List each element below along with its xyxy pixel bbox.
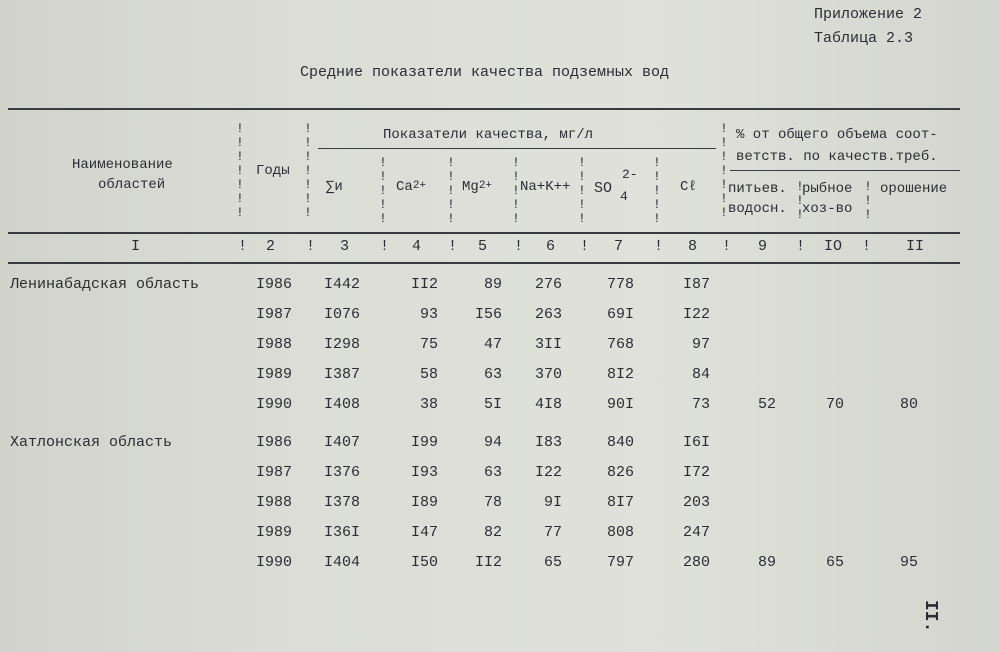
cell-ca: I50 (410, 554, 438, 571)
column-number-separators: ! (514, 238, 524, 255)
header-percent-group-2: ветств. по качеств.треб. (736, 149, 938, 165)
cell-ca: I99 (410, 434, 438, 451)
column-number: 8 (688, 238, 698, 255)
cell-ca: 93 (419, 306, 438, 323)
cell-ca: I47 (410, 524, 438, 541)
cell-so4: 826 (606, 464, 634, 481)
quality-group-rule (318, 148, 716, 149)
cell-ca: 75 (419, 336, 438, 353)
cell-so4: 808 (606, 524, 634, 541)
region-name: Хатлонская область (10, 434, 173, 451)
cell-sum: I36I (323, 524, 360, 541)
cell-nak: 9I (543, 494, 562, 511)
header-percent-group-1: % от общего объема соот- (736, 127, 938, 143)
cell-mg: 78 (483, 494, 502, 511)
column-number-separators: ! (796, 238, 806, 255)
cell-year: I988 (256, 494, 293, 511)
cell-so4: 797 (606, 554, 634, 571)
cell-cl: 84 (691, 366, 710, 383)
cell-year: I988 (256, 336, 293, 353)
column-number-separators: ! (654, 238, 664, 255)
header-bottom-rule (8, 232, 960, 234)
cell-cl: I6I (682, 434, 710, 451)
column-number: 2 (266, 238, 276, 255)
sep-mark: ! ! ! ! ! (447, 155, 455, 226)
cell-year: I990 (256, 554, 293, 571)
cell-sum: I378 (323, 494, 360, 511)
cell-year: I989 (256, 524, 293, 541)
cell-nak: 65 (543, 554, 562, 571)
cell-nak: 4I8 (534, 396, 562, 413)
cell-ca: 58 (419, 366, 438, 383)
column-number: 3 (340, 238, 350, 255)
cell-nak: 3II (534, 336, 562, 353)
cell-drink: 89 (757, 554, 776, 571)
cell-irr: 80 (899, 396, 918, 413)
cell-mg: 89 (483, 276, 502, 293)
cell-fish: 65 (825, 554, 844, 571)
cell-ca: 38 (419, 396, 438, 413)
cell-year: I987 (256, 306, 293, 323)
cell-year: I987 (256, 464, 293, 481)
cell-mg: 82 (483, 524, 502, 541)
cell-ca: I89 (410, 494, 438, 511)
sep-mark: ! ! ! ! ! ! ! (720, 121, 728, 220)
sep-mark: ! ! ! ! ! ! ! (304, 121, 312, 220)
sep-mark: ! ! ! ! ! (512, 155, 520, 226)
cell-ca: II2 (410, 276, 438, 293)
column-number-separators: ! (306, 238, 316, 255)
table-label: Таблица 2.3 (814, 30, 914, 47)
cell-sum: I442 (323, 276, 360, 293)
cell-mg: 63 (483, 366, 502, 383)
cell-nak: 276 (534, 276, 562, 293)
cell-mg: 5I (483, 396, 502, 413)
cell-cl: I87 (682, 276, 710, 293)
cell-so4: 90I (606, 396, 634, 413)
sep-mark: ! ! ! ! ! (578, 155, 586, 226)
cell-so4: 840 (606, 434, 634, 451)
cell-cl: 73 (691, 396, 710, 413)
cell-sum: I407 (323, 434, 360, 451)
column-number-separators: ! (238, 238, 248, 255)
cell-cl: 280 (682, 554, 710, 571)
cell-nak: 77 (543, 524, 562, 541)
cell-cl: I72 (682, 464, 710, 481)
cell-sum: I408 (323, 396, 360, 413)
cell-year: I989 (256, 366, 293, 383)
header-mg-base: Mg (462, 179, 479, 195)
cell-sum: I404 (323, 554, 360, 571)
cell-nak: I22 (534, 464, 562, 481)
page-number: II. (920, 600, 940, 633)
cell-so4: 69I (606, 306, 634, 323)
header-sum: ∑и (326, 179, 343, 195)
header-cl: Cℓ (680, 179, 697, 195)
cell-mg: I56 (474, 306, 502, 323)
cell-nak: 263 (534, 306, 562, 323)
cell-drink: 52 (757, 396, 776, 413)
cell-sum: I298 (323, 336, 360, 353)
header-region-line2: областей (98, 177, 166, 193)
header-irrigation: орошение (880, 181, 948, 197)
header-nak: Na+K++ (520, 179, 571, 195)
cell-so4: 768 (606, 336, 634, 353)
region-name: Ленинабадская область (10, 276, 200, 293)
header-so4-charge: 2- (622, 167, 638, 182)
header-ca-base: Ca (396, 179, 413, 195)
cell-mg: II2 (474, 554, 502, 571)
cell-ca: I93 (410, 464, 438, 481)
column-number: 9 (758, 238, 768, 255)
top-rule (8, 108, 960, 110)
cell-cl: 97 (691, 336, 710, 353)
header-so4 (594, 167, 638, 204)
header-drinking-2: водосн. (728, 201, 787, 217)
header-so4-index: 4 (620, 189, 628, 204)
column-number: 7 (614, 238, 624, 255)
column-number: II (906, 238, 925, 255)
sep-mark: ! ! ! ! ! (653, 155, 661, 226)
column-number-separators: ! (580, 238, 590, 255)
sep-mark: ! ! ! (796, 179, 804, 222)
header-mg-charge: 2+ (478, 180, 493, 192)
cell-sum: I076 (323, 306, 360, 323)
cell-so4: 8I2 (606, 366, 634, 383)
cell-so4: 778 (606, 276, 634, 293)
header-years: Годы (256, 163, 290, 179)
cell-year: I990 (256, 396, 293, 413)
header-region-line1: Наименование (72, 157, 173, 173)
cell-mg: 63 (483, 464, 502, 481)
column-number: 5 (478, 238, 488, 255)
cell-sum: I376 (323, 464, 360, 481)
cell-year: I986 (256, 276, 293, 293)
header-mg (462, 178, 492, 197)
column-number-separators: ! (448, 238, 458, 255)
cell-nak: 370 (534, 366, 562, 383)
numbers-bottom-rule (8, 262, 960, 264)
header-so4-base: SO (594, 180, 613, 197)
table-title: Средние показатели качества подземных вод (300, 64, 670, 81)
sep-mark: ! ! ! ! ! (379, 155, 387, 226)
cell-irr: 95 (899, 554, 918, 571)
cell-mg: 47 (483, 336, 502, 353)
sep-mark: ! ! ! ! ! ! ! (236, 121, 244, 220)
appendix-label: Приложение 2 (814, 6, 923, 23)
header-drinking-1: питьев. (728, 181, 787, 197)
cell-year: I986 (256, 434, 293, 451)
cell-fish: 70 (825, 396, 844, 413)
column-number-separators: ! (862, 238, 872, 255)
cell-sum: I387 (323, 366, 360, 383)
cell-cl: 247 (682, 524, 710, 541)
header-quality-group: Показатели качества, мг/л (383, 127, 594, 143)
cell-cl: I22 (682, 306, 710, 323)
cell-cl: 203 (682, 494, 710, 511)
header-ca (396, 178, 426, 197)
column-number: IO (824, 238, 843, 255)
cell-so4: 8I7 (606, 494, 634, 511)
header-fish-1: рыбное (802, 181, 853, 197)
percent-group-rule (730, 170, 960, 171)
sep-mark: ! ! ! (864, 179, 872, 222)
column-number-separators: ! (722, 238, 732, 255)
column-number: I (131, 238, 141, 255)
header-fish-2: хоз-во (802, 201, 853, 217)
header-ca-charge: 2+ (412, 180, 427, 192)
column-number-separators: ! (380, 238, 390, 255)
cell-nak: I83 (534, 434, 562, 451)
column-number: 6 (546, 238, 556, 255)
cell-mg: 94 (483, 434, 502, 451)
column-number: 4 (412, 238, 422, 255)
